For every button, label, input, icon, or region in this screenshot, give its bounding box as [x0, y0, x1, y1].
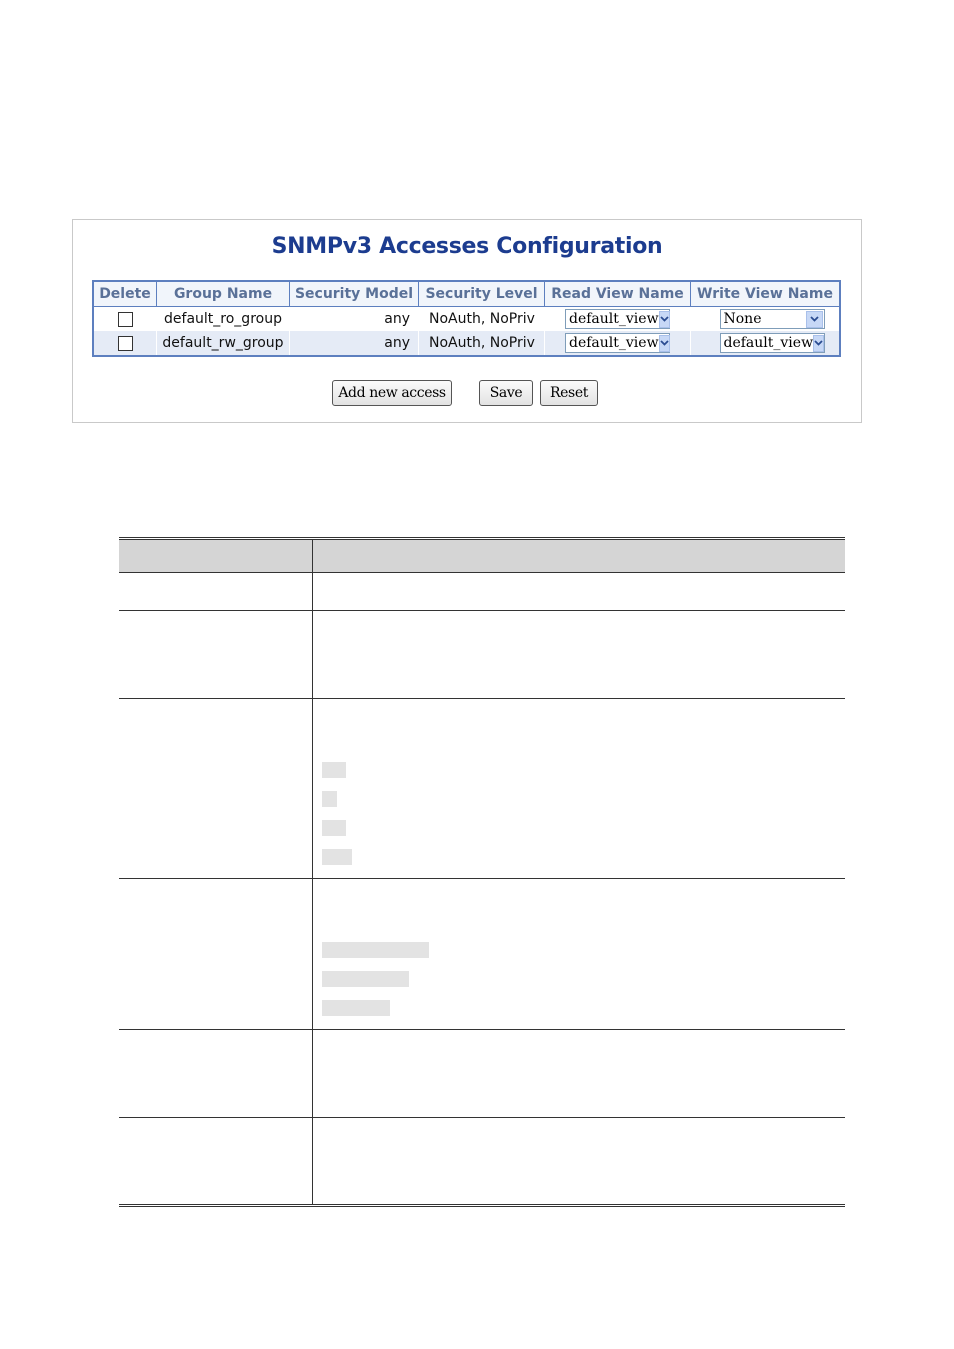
param-desc-cell	[313, 1030, 846, 1118]
chevron-down-icon[interactable]	[659, 335, 670, 352]
read-view-value: default_view	[569, 311, 659, 327]
snmpv3-access-panel	[72, 219, 862, 423]
panel-title: SNMPv3 Accesses Configuration	[271, 234, 663, 259]
security-level-cell: NoAuth, NoPriv	[419, 331, 545, 356]
write-view-cell	[691, 331, 841, 356]
col-write-view-name: Write View Name	[691, 281, 841, 307]
option-highlight	[322, 849, 352, 865]
read-view-select[interactable]	[565, 333, 670, 353]
option-highlight	[322, 762, 346, 778]
param-name-cell	[119, 1118, 313, 1206]
access-table-header	[93, 281, 840, 307]
param-row-read-view-name	[119, 1030, 845, 1118]
write-view-value: None	[723, 311, 762, 327]
read-view-value: default_view	[569, 335, 659, 351]
delete-cell	[93, 307, 157, 332]
chevron-down-icon[interactable]	[659, 311, 670, 328]
param-name-cell	[119, 1030, 313, 1118]
option-highlight	[322, 942, 429, 958]
param-row-delete	[119, 573, 845, 611]
group-name-cell: default_rw_group	[157, 331, 290, 356]
delete-cell	[93, 331, 157, 356]
write-view-value: default_view	[723, 335, 814, 351]
param-name-cell	[119, 611, 313, 699]
param-header-object	[119, 539, 313, 573]
table-row	[93, 307, 840, 332]
reset-button[interactable]: Reset	[540, 380, 598, 406]
parameter-description-table	[119, 537, 845, 1207]
param-name-cell	[119, 879, 313, 1030]
write-view-select[interactable]	[720, 333, 825, 353]
save-button[interactable]: Save	[479, 380, 533, 406]
option-highlight	[322, 791, 337, 807]
param-table-header	[119, 539, 845, 573]
param-desc-cell	[313, 879, 846, 1030]
read-view-cell	[545, 331, 691, 356]
option-highlight	[322, 971, 409, 987]
group-name-cell: default_ro_group	[157, 307, 290, 332]
chevron-down-icon[interactable]	[813, 335, 824, 352]
security-model-cell: any	[290, 307, 419, 332]
option-highlight	[322, 820, 346, 836]
param-desc-cell	[313, 573, 846, 611]
param-row-group-name	[119, 611, 845, 699]
col-security-model: Security Model	[290, 281, 419, 307]
col-delete: Delete	[93, 281, 157, 307]
add-new-access-button[interactable]: Add new access	[332, 380, 452, 406]
read-view-cell	[545, 307, 691, 332]
write-view-cell	[691, 307, 841, 332]
delete-checkbox[interactable]	[118, 312, 133, 327]
col-security-level: Security Level	[419, 281, 545, 307]
param-row-security-model	[119, 699, 845, 879]
param-name-cell	[119, 573, 313, 611]
security-level-cell: NoAuth, NoPriv	[419, 307, 545, 332]
table-row	[93, 331, 840, 356]
write-view-select[interactable]	[720, 309, 825, 329]
param-desc-cell	[313, 611, 846, 699]
col-read-view-name: Read View Name	[545, 281, 691, 307]
param-header-description	[313, 539, 846, 573]
param-name-cell	[119, 699, 313, 879]
param-row-security-level	[119, 879, 845, 1030]
read-view-select[interactable]	[565, 309, 670, 329]
security-model-cell: any	[290, 331, 419, 356]
param-desc-cell	[313, 1118, 846, 1206]
delete-checkbox[interactable]	[118, 336, 133, 351]
option-highlight	[322, 1000, 390, 1016]
access-table	[92, 280, 841, 357]
col-group-name: Group Name	[157, 281, 290, 307]
chevron-down-icon[interactable]	[806, 311, 823, 328]
param-desc-cell	[313, 699, 846, 879]
param-row-write-view-name	[119, 1118, 845, 1206]
